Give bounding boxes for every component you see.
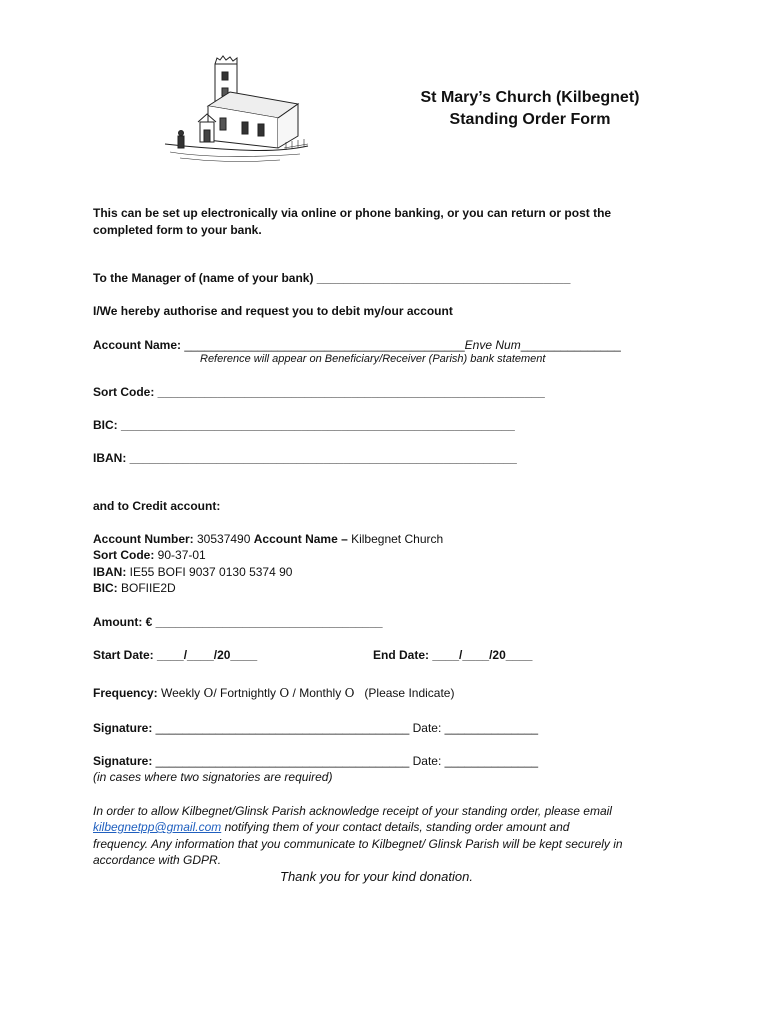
- start-date-field[interactable]: Start Date: ____/____/20____: [93, 648, 258, 662]
- credit-sort-code-row: [93, 548, 206, 562]
- thank-you-text: Thank you for your kind donation.: [280, 869, 473, 884]
- frequency-label: Frequency:: [93, 686, 158, 700]
- credit-bic-row: [93, 581, 176, 595]
- credit-account-name-label: Account Name –: [253, 532, 348, 546]
- signature2-date-field[interactable]: Date: ______________: [409, 754, 539, 768]
- account-name-row: [93, 338, 621, 352]
- form-title-church: St Mary’s Church (Kilbegnet): [420, 89, 640, 106]
- reference-note: Reference will appear on Beneficiary/Receiver (Parish) bank statement: [200, 353, 546, 365]
- frequency-weekly-label: Weekly: [157, 686, 204, 700]
- frequency-row: [93, 686, 454, 700]
- frequency-monthly-option[interactable]: O: [344, 686, 355, 700]
- authorise-text: I/We hereby authorise and request you to debit my/our account: [93, 304, 453, 318]
- signature1-field[interactable]: ______________________________________: [152, 721, 410, 735]
- signature2-row: [93, 754, 538, 768]
- church-illustration-icon: [160, 52, 310, 167]
- credit-account-name-value: Kilbegnet Church: [347, 532, 444, 546]
- closing-line1: In order to allow Kilbegnet/Glinsk Parish acknowledge receipt of your standing order, please email: [93, 804, 612, 818]
- frequency-fortnightly-option[interactable]: O: [279, 686, 290, 700]
- signature1-date-field[interactable]: Date: ______________: [409, 721, 539, 735]
- closing-line4: accordance with GDPR.: [93, 853, 222, 867]
- signature2-label: Signature:: [93, 754, 153, 768]
- credit-bic-label: BIC:: [93, 581, 118, 595]
- frequency-monthly-label: / Monthly: [289, 686, 345, 700]
- amount-field[interactable]: Amount: € __________________________________: [93, 615, 383, 629]
- signature2-note: (in cases where two signatories are required): [93, 770, 333, 784]
- frequency-note: (Please Indicate): [364, 686, 455, 700]
- credit-sort-code-value: 90-37-01: [154, 548, 206, 562]
- credit-bic-value: BOFIIE2D: [117, 581, 176, 595]
- intro-text-line1: This can be set up electronically via online or phone banking, or you can return or post the: [93, 206, 612, 220]
- closing-line2-text: notifying them of your contact details, standing order amount and: [221, 820, 570, 834]
- envelope-number-field[interactable]: _______________: [520, 338, 621, 352]
- signature2-field[interactable]: ______________________________________: [152, 754, 410, 768]
- credit-account-number-label: Account Number:: [93, 532, 194, 546]
- frequency-fortnightly-label: / Fortnightly: [213, 686, 280, 700]
- iban-field[interactable]: IBAN: __________________________________________________________: [93, 451, 517, 465]
- closing-line3: frequency. Any information that you communicate to Kilbegnet/ Glinsk Parish will be kept securely in: [93, 837, 623, 851]
- closing-line2: [93, 820, 569, 834]
- envelope-number-label: Enve Num: [464, 338, 521, 352]
- credit-heading: and to Credit account:: [93, 499, 221, 513]
- signature1-label: Signature:: [93, 721, 153, 735]
- sort-code-field[interactable]: Sort Code: __________________________________________________________: [93, 385, 545, 399]
- credit-account-number-value: 30537490: [193, 532, 254, 546]
- account-name-label: Account Name:: [93, 338, 182, 352]
- account-name-field[interactable]: __________________________________________: [184, 338, 465, 352]
- bic-field[interactable]: BIC: ___________________________________________________________: [93, 418, 515, 432]
- credit-iban-label: IBAN:: [93, 565, 127, 579]
- form-title-standing-order: Standing Order Form: [449, 111, 611, 128]
- bank-manager-field[interactable]: To the Manager of (name of your bank) ______________________________________: [93, 271, 571, 285]
- end-date-field[interactable]: End Date: ____/____/20____: [373, 648, 533, 662]
- credit-iban-value: IE55 BOFI 9037 0130 5374 90: [126, 565, 293, 579]
- frequency-weekly-option[interactable]: O: [203, 686, 214, 700]
- intro-text-line2: completed form to your bank.: [93, 223, 262, 237]
- signature1-row: [93, 721, 538, 735]
- credit-account-number-row: [93, 532, 443, 546]
- credit-iban-row: [93, 565, 292, 579]
- credit-sort-code-label: Sort Code:: [93, 548, 155, 562]
- contact-email-link[interactable]: kilbegnetpp@gmail.com: [93, 820, 222, 834]
